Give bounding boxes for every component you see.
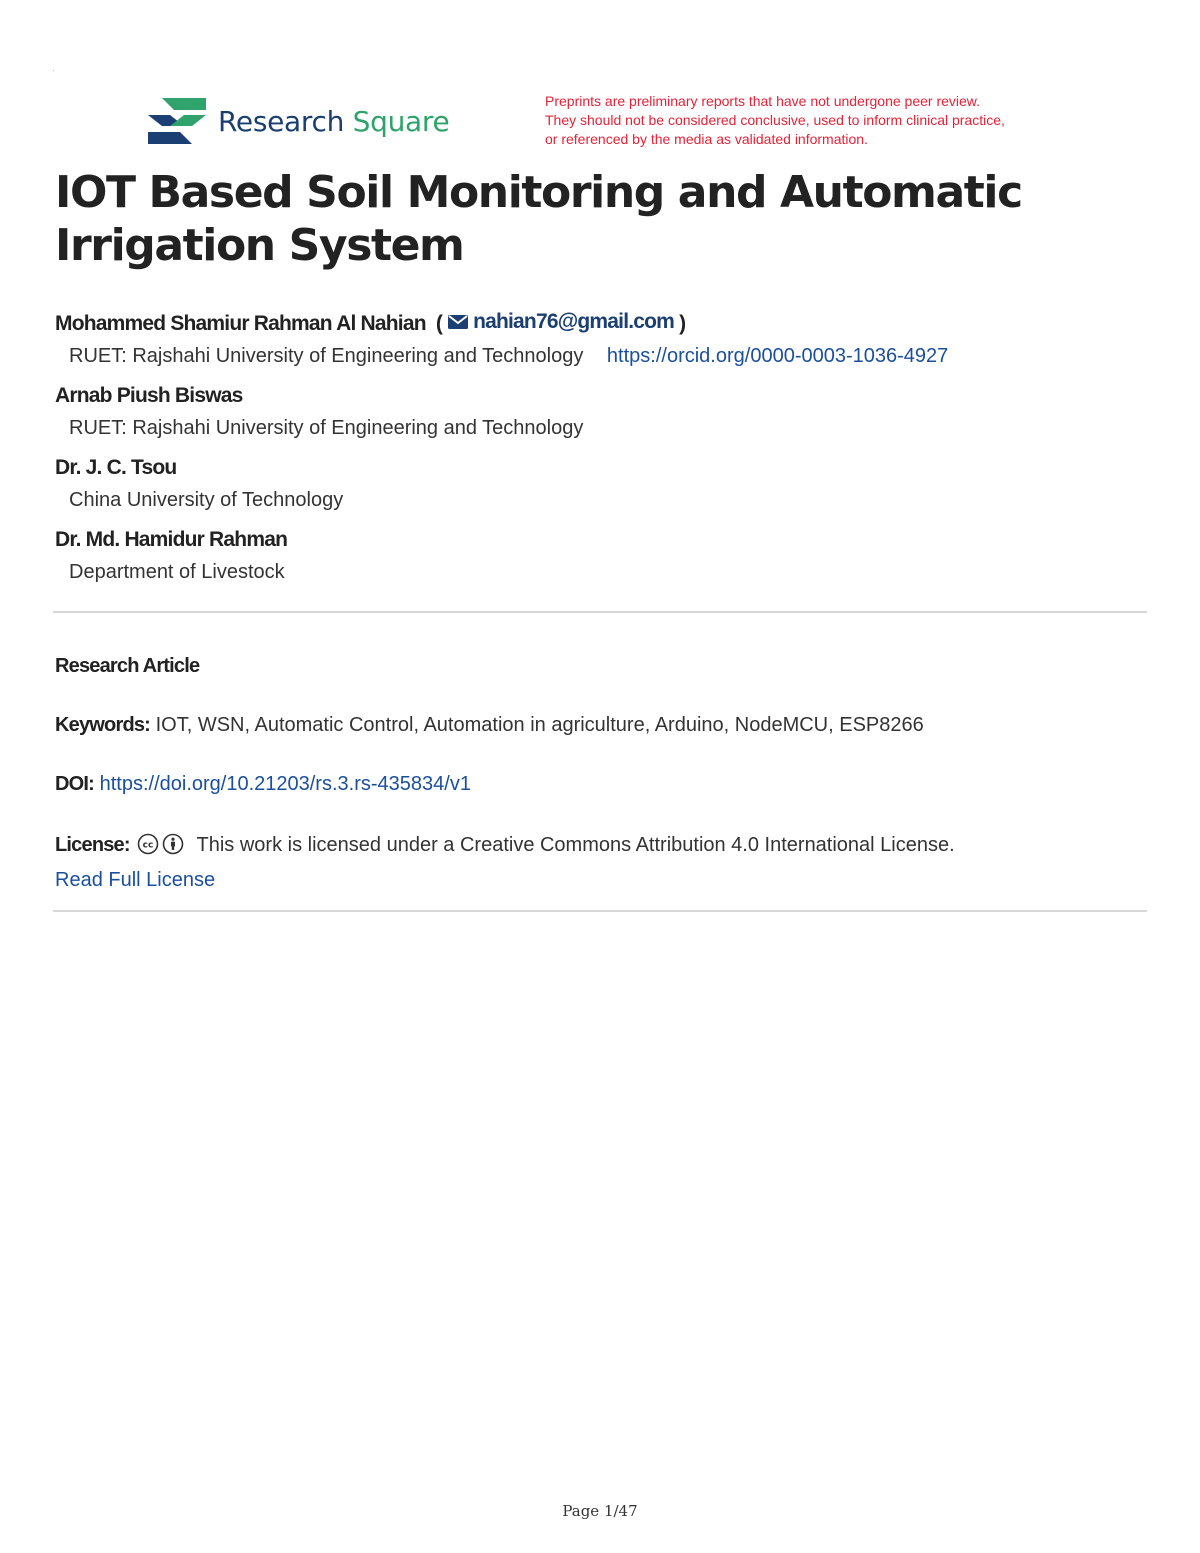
author-affiliation bbox=[69, 340, 1155, 372]
author-affiliation: RUET: Rajshahi University of Engineering and Technology bbox=[69, 417, 584, 439]
license-row bbox=[55, 828, 1155, 898]
author-name bbox=[55, 306, 1155, 340]
logo-word-research: Research bbox=[218, 104, 345, 138]
keywords-label: Keywords: bbox=[55, 714, 151, 736]
email-paren-open: ( bbox=[430, 312, 443, 335]
research-square-logo[interactable] bbox=[148, 98, 449, 144]
doi-row bbox=[55, 769, 1155, 799]
mail-icon bbox=[447, 314, 469, 330]
author-email-link[interactable] bbox=[447, 306, 674, 338]
cc-badges bbox=[137, 833, 187, 855]
paper-title: IOT Based Soil Monitoring and Automatic Irrigation System bbox=[55, 167, 1022, 271]
disclaimer-line: or referenced by the media as validated information. bbox=[545, 131, 868, 147]
scan-mark: · bbox=[52, 66, 55, 75]
author-name: Arnab Piush Biswas bbox=[55, 384, 243, 407]
doi-label: DOI: bbox=[55, 773, 95, 795]
creative-commons-icon bbox=[137, 833, 159, 855]
author-name: Dr. Md. Hamidur Rahman bbox=[55, 528, 288, 551]
read-full-license-link[interactable]: Read Full License bbox=[55, 869, 216, 891]
author-email-text: nahian76@gmail.com bbox=[473, 310, 675, 333]
logo-wordmark bbox=[218, 105, 449, 138]
author-name-text: Mohammed Shamiur Rahman Al Nahian bbox=[55, 312, 426, 335]
doi-link[interactable]: https://doi.org/10.21203/rs.3.rs-435834/v1 bbox=[99, 773, 471, 795]
affiliation-text: RUET: Rajshahi University of Engineering and Technology bbox=[69, 345, 584, 367]
logo-word-square: Square bbox=[352, 104, 450, 138]
author-affiliation: China University of Technology bbox=[69, 489, 344, 511]
license-label: License: bbox=[55, 834, 130, 856]
email-paren-close: ) bbox=[679, 312, 686, 335]
disclaimer-line: They should not be considered conclusive, used to inform clinical practice, bbox=[545, 112, 1005, 128]
disclaimer-line: Preprints are preliminary reports that have not undergone peer review. bbox=[545, 93, 981, 109]
keywords-row bbox=[55, 710, 1155, 740]
author-name: Dr. J. C. Tsou bbox=[55, 456, 177, 479]
divider bbox=[53, 910, 1147, 912]
preprint-disclaimer bbox=[545, 92, 1105, 149]
author-list bbox=[55, 306, 1155, 596]
research-square-logo-icon bbox=[148, 98, 206, 144]
orcid-link[interactable]: https://orcid.org/0000-0003-1036-4927 bbox=[606, 345, 949, 367]
divider bbox=[53, 611, 1147, 613]
page-number: Page 1/47 bbox=[562, 1502, 638, 1520]
license-text: This work is licensed under a Creative Commons Attribution 4.0 International License. bbox=[196, 834, 955, 856]
article-type: Research Article bbox=[55, 655, 200, 677]
keywords-value: IOT, WSN, Automatic Control, Automation in agriculture, Arduino, NodeMCU, ESP8266 bbox=[155, 714, 924, 736]
attribution-icon bbox=[162, 833, 184, 855]
author-affiliation: Department of Livestock bbox=[69, 561, 285, 583]
svg-text:cc: cc bbox=[142, 840, 154, 851]
